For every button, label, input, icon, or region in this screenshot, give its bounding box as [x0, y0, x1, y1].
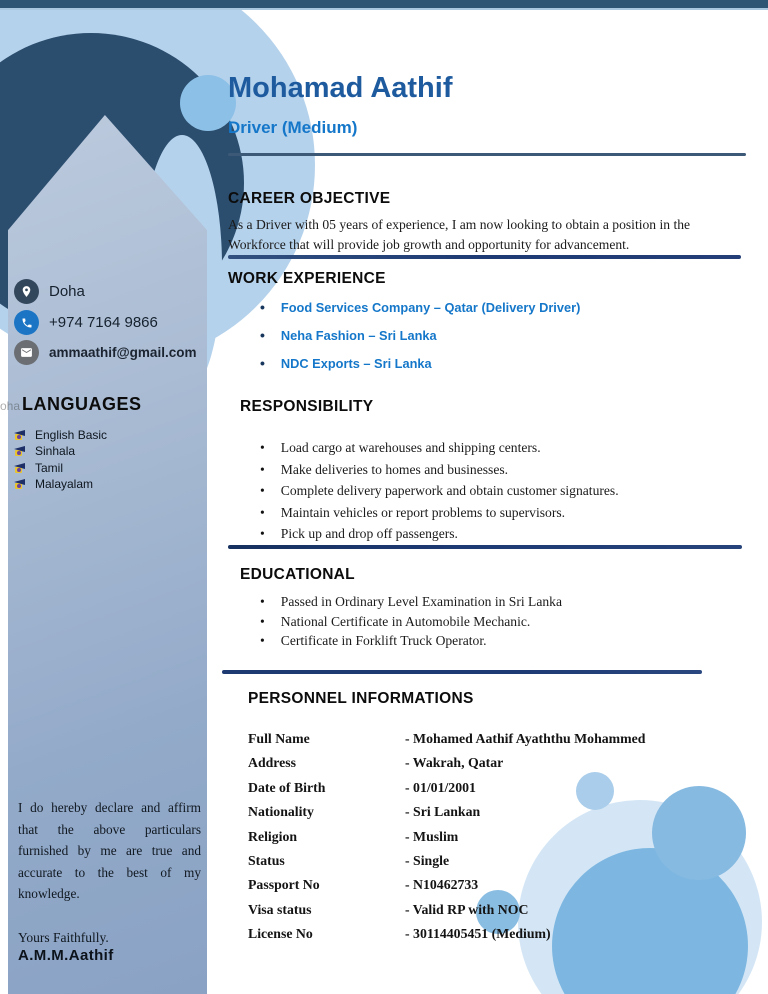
- divider: [222, 670, 702, 674]
- list-item: • Complete delivery paperwork and obtain customer signatures.: [260, 480, 619, 502]
- info-label: Passport No: [248, 877, 320, 893]
- work-experience-list: [260, 293, 580, 377]
- info-label: Nationality: [248, 804, 314, 820]
- contact-phone-text: +974 7164 9866: [49, 314, 158, 331]
- info-value: - Muslim: [405, 828, 459, 844]
- job-title: Driver (Medium): [228, 118, 358, 137]
- info-value: - N10462733: [405, 877, 479, 893]
- responsibility-list: [260, 437, 619, 545]
- signature-name: A.M.M.Aathif: [18, 947, 114, 964]
- language-label: Malayalam: [35, 477, 94, 492]
- closing-text: Yours Faithfully.: [18, 930, 109, 945]
- educational-list: [260, 592, 562, 651]
- declaration-text: I do hereby declare and affirm that the above particulars furnished by me are true and accurate to the best of my knowledge.: [18, 800, 201, 902]
- divider: [228, 545, 742, 549]
- work-experience-heading: WORK EXPERIENCE: [228, 270, 386, 287]
- personnel-info-table: [248, 727, 645, 947]
- list-item: • Load cargo at warehouses and shipping centers.: [260, 437, 619, 459]
- info-value: - Valid RP with NOC: [405, 901, 529, 917]
- info-label: Visa status: [248, 901, 312, 917]
- language-label: Sinhala: [35, 444, 76, 459]
- career-objective-heading: CAREER OBJECTIVE: [228, 190, 391, 207]
- info-label: Full Name: [248, 731, 310, 746]
- top-accent-bar: [0, 0, 768, 10]
- career-objective-text: As a Driver with 05 years of experience, I am now looking to obtain a position in the Workforce that will provide job growth and opportunity for advancement.: [228, 217, 691, 253]
- divider: [228, 153, 746, 156]
- info-label: Address: [248, 755, 297, 771]
- info-value: - 01/01/2001: [405, 779, 476, 795]
- contact-email-text: ammaathif@gmail.com: [49, 345, 197, 360]
- info-label: Date of Birth: [248, 779, 326, 795]
- page-title: Mohamad Aathif: [228, 72, 453, 104]
- info-label: Religion: [248, 828, 298, 844]
- list-item: • Maintain vehicles or report problems to supervisors.: [260, 502, 619, 524]
- list-item: • Make deliveries to homes and businesses.: [260, 459, 619, 481]
- info-value: - Wakrah, Qatar: [405, 755, 504, 771]
- responsibility-heading: RESPONSIBILITY: [240, 398, 374, 415]
- educational-heading: EDUCATIONAL: [240, 566, 355, 583]
- personnel-informations-heading: PERSONNEL INFORMATIONS: [248, 690, 474, 707]
- contact-location-text: Doha: [49, 283, 85, 300]
- divider: [228, 255, 741, 259]
- list-item: • Passed in Ordinary Level Examination in Sri Lanka: [260, 592, 562, 612]
- language-label: Tamil: [35, 460, 64, 475]
- list-item: • Pick up and drop off passengers.: [260, 523, 619, 545]
- list-item: • Certificate in Forklift Truck Operator.: [260, 631, 562, 651]
- list-item: • National Certificate in Automobile Mechanic.: [260, 612, 562, 632]
- info-label: Status: [248, 852, 285, 868]
- list-item: • NDC Exports – Sri Lanka: [260, 349, 580, 377]
- language-label: English Basic: [35, 428, 108, 443]
- languages-heading: LANGUAGES: [22, 394, 142, 414]
- info-label: License No: [248, 926, 313, 942]
- ghost-watermark-text: oha: [0, 399, 21, 413]
- list-item: • Food Services Company – Qatar (Delivery Driver): [260, 293, 580, 321]
- info-value: - 30114405451 (Medium): [405, 926, 551, 942]
- list-item: • Neha Fashion – Sri Lanka: [260, 321, 580, 349]
- info-value: - Sri Lankan: [405, 804, 481, 820]
- info-value: - Single: [405, 852, 450, 868]
- info-value: - Mohamed Aathif Ayaththu Mohammed: [405, 731, 646, 746]
